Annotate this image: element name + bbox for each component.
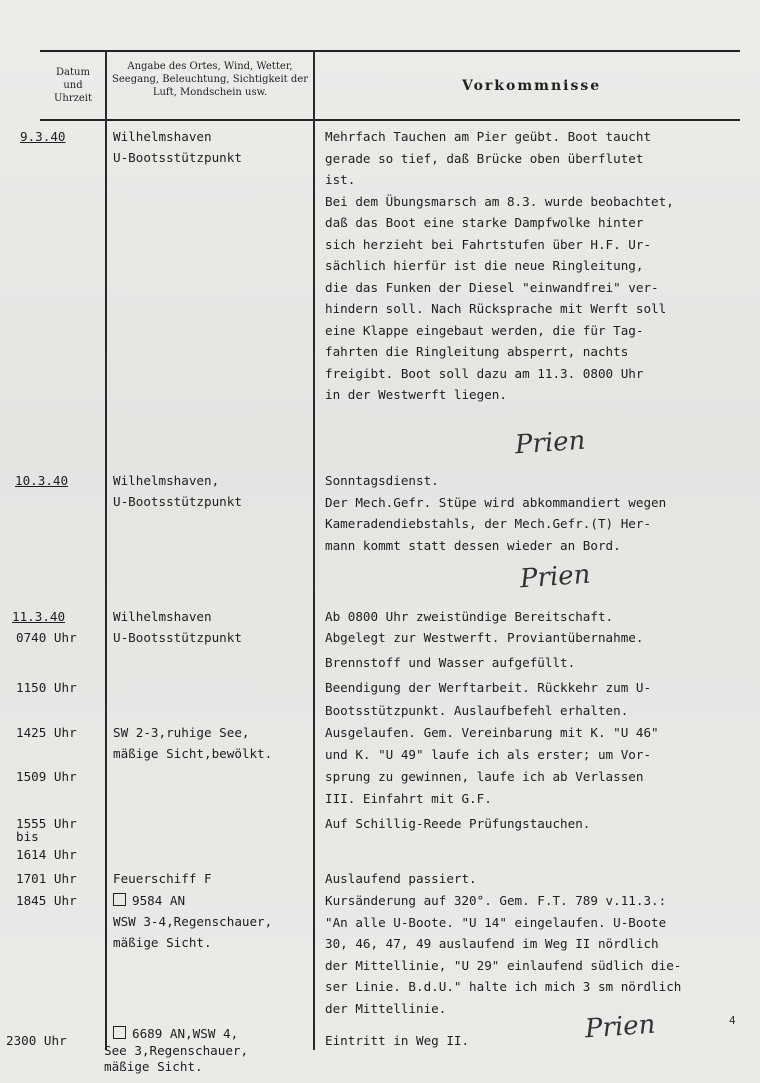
text-line: freigibt. Boot soll dazu am 11.3. 0800 Uhr	[325, 365, 644, 381]
text-line: der Mittellinie, "U 29" einlaufend südlich die-	[325, 957, 682, 973]
time-label: 1701 Uhr	[16, 871, 77, 886]
text-line: und K. "U 49" laufe ich als erster; um Vor-	[325, 747, 652, 762]
text-line: Abgelegt zur Westwerft. Proviantübernahme.	[325, 630, 644, 645]
grid-square-label: 6689 AN,WSW 4,	[132, 1026, 239, 1041]
text-line: Auslaufend passiert.	[325, 871, 477, 886]
grid-square-note	[113, 890, 185, 912]
entry-place: Wilhelmshaven	[113, 129, 212, 144]
text-line: Auf Schillig-Reede Prüfungstauchen.	[325, 816, 591, 831]
time-label: 0740 Uhr	[16, 630, 77, 645]
text-line: III. Einfahrt mit G.F.	[325, 791, 492, 806]
text-line: ist.	[325, 172, 356, 187]
place-note: Feuerschiff F	[113, 871, 212, 886]
header-place-weather: Angabe des Ortes, Wind, Wetter, Seegang, Beleuchtung, Sichtigkeit der Luft, Mondschein usw.	[112, 61, 308, 98]
time-label: 1555 Uhr	[16, 816, 77, 831]
weather-note: mäßige Sicht,bewölkt.	[113, 746, 273, 761]
weather-note: SW 2-3,ruhige See,	[113, 725, 250, 740]
text-line: ser Linie. B.d.U." halte ich mich 3 sm nördlich	[325, 979, 682, 994]
weather-note: mäßige Sicht.	[113, 935, 212, 950]
grid-square-label: 9584 AN	[132, 893, 186, 908]
header-rule	[40, 119, 740, 121]
text-line: 30, 46, 47, 49 auslaufend im Weg II nördlich	[325, 936, 659, 951]
page-number: 4	[729, 1014, 736, 1027]
time-label: 2300 Uhr	[6, 1033, 67, 1048]
text-line: Ausgelaufen. Gem. Vereinbarung mit K. "U 46"	[325, 725, 659, 740]
weather-note: WSW 3-4,Regenschauer,	[113, 914, 273, 929]
text-line: hindern soll. Nach Rücksprache mit Werft soll	[325, 301, 667, 316]
signature: Prien	[584, 1009, 657, 1045]
entry-text-block	[325, 126, 674, 406]
entry-text-block	[325, 470, 666, 556]
time-label: 1425 Uhr	[16, 725, 77, 740]
text-line: Eintritt in Weg II.	[325, 1033, 470, 1048]
entry-text-block	[325, 890, 681, 1019]
text-line: Ab 0800 Uhr zweistündige Bereitschaft.	[325, 609, 614, 624]
time-label: 1614 Uhr	[16, 847, 77, 862]
text-line: sich herzieht bei Fahrtstufen über H.F. Ur-	[325, 236, 652, 252]
grid-square-icon	[113, 1026, 126, 1039]
header-events: Vorkommnisse	[462, 78, 602, 94]
grid-square-icon	[113, 893, 126, 906]
text-line: Der Mech.Gefr. Stüpe wird abkommandiert wegen	[325, 494, 667, 510]
header-date-time: Datum und Uhrzeit	[53, 67, 93, 104]
entry-place: U-Bootsstützpunkt	[113, 150, 242, 165]
text-line: gerade so tief, daß Brücke oben überflutet	[325, 150, 644, 166]
entry-place: U-Bootsstützpunkt	[113, 630, 242, 645]
text-line: sächlich hierfür ist die neue Ringleitung,	[325, 258, 644, 273]
grid-square-note	[113, 1026, 238, 1042]
time-label: 1150 Uhr	[16, 680, 77, 695]
top-rule	[40, 50, 740, 52]
entry-date: 9.3.40	[20, 129, 66, 144]
text-line: Bootsstützpunkt. Auslaufbefehl erhalten.	[325, 703, 629, 718]
entry-date: 10.3.40	[15, 473, 69, 488]
signature: Prien	[519, 559, 592, 595]
text-line: Beendigung der Werftarbeit. Rückkehr zum U-	[325, 680, 652, 695]
text-line: Kameradendiebstahls, der Mech.Gefr.(T) Her-	[325, 516, 652, 531]
text-line: fahrten die Ringleitung absperrt, nachts	[325, 344, 629, 359]
text-line: Sonntagsdienst.	[325, 473, 439, 488]
entry-place: Wilhelmshaven	[113, 609, 212, 624]
text-line: die das Funken der Diesel "einwandfrei" ver-	[325, 279, 659, 295]
signature: Prien	[514, 425, 587, 461]
column-divider-2	[313, 50, 315, 1050]
text-line: Brennstoff und Wasser aufgefüllt.	[325, 655, 576, 670]
text-line: eine Klappe eingebaut werden, die für Tag-	[325, 322, 644, 338]
text-line: Mehrfach Tauchen am Pier geübt. Boot taucht	[325, 129, 652, 144]
weather-note: mäßige Sicht.	[104, 1059, 203, 1074]
text-line: "An alle U-Boote. "U 14" eingelaufen. U-Boote	[325, 914, 667, 930]
text-line: Bei dem Übungsmarsch am 8.3. wurde beobachtet,	[325, 193, 674, 209]
entry-place: Wilhelmshaven,	[113, 473, 220, 488]
time-label: 1509 Uhr	[16, 769, 77, 784]
column-divider-1	[105, 50, 107, 1050]
weather-note: See 3,Regenschauer,	[104, 1043, 249, 1058]
entry-date: 11.3.40	[12, 609, 66, 624]
text-line: mann kommt statt dessen wieder an Bord.	[325, 537, 621, 553]
time-label: 1845 Uhr	[16, 893, 77, 908]
text-line: sprung zu gewinnen, laufe ich ab Verlassen	[325, 769, 644, 784]
text-line: daß das Boot eine starke Dampfwolke hinter	[325, 215, 644, 230]
text-line: der Mittellinie.	[325, 1000, 447, 1016]
time-label: bis	[16, 829, 39, 844]
entry-place: U-Bootsstützpunkt	[113, 494, 242, 509]
text-line: Kursänderung auf 320°. Gem. F.T. 789 v.11.3.:	[325, 893, 667, 908]
text-line: in der Westwerft liegen.	[325, 387, 507, 402]
